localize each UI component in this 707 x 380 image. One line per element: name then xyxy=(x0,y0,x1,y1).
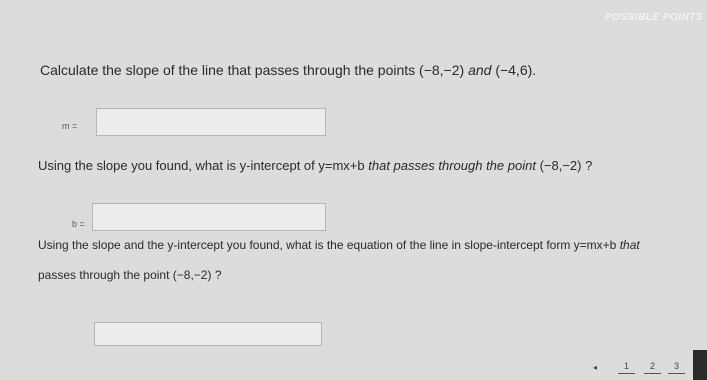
equation-answer-input[interactable] xyxy=(94,322,322,346)
question-2-end: ? xyxy=(585,158,593,173)
intercept-answer-label: b = xyxy=(72,219,85,229)
question-2-prompt: Using the slope you found, what is y-intercept of xyxy=(38,158,315,173)
question-3-line-2: passes through the point xyxy=(38,268,170,282)
question-3-point: (−8,−2) xyxy=(172,268,212,282)
question-1-text xyxy=(40,62,536,78)
question-3-prompt-after: that xyxy=(619,238,640,252)
question-1-point-b: (−4,6) xyxy=(495,62,533,78)
previous-page-icon[interactable]: ◂ xyxy=(593,363,598,372)
slope-answer-input[interactable] xyxy=(96,108,326,136)
page-2-link[interactable]: 2 xyxy=(644,361,661,374)
question-3-equation: y=mx+b xyxy=(573,238,617,252)
question-3-prompt: Using the slope and the y-intercept you found, what is the equation of the line in slope-intercept form xyxy=(38,238,571,252)
question-1-prompt: Calculate the slope of the line that passes through the points xyxy=(40,62,416,78)
question-3-text-line-2 xyxy=(38,268,222,282)
slope-answer-label: m = xyxy=(62,121,78,131)
next-page-button[interactable] xyxy=(693,350,707,380)
page-3-link[interactable]: 3 xyxy=(668,361,685,374)
question-1-end: . xyxy=(532,62,537,78)
possible-points-label: POSSIBLE POINTS xyxy=(604,12,703,23)
question-3-end: ? xyxy=(214,268,222,282)
page-1-link[interactable]: 1 xyxy=(618,361,635,374)
question-2-prompt-after: that passes through the point xyxy=(368,158,536,173)
intercept-answer-input[interactable] xyxy=(92,203,326,231)
question-1-point-a: (−8,−2) xyxy=(419,62,465,78)
question-2-equation: y=mx+b xyxy=(318,158,365,173)
question-2-point: (−8,−2) xyxy=(539,158,582,173)
question-2-text xyxy=(38,158,592,173)
question-3-text xyxy=(38,238,640,252)
question-1-and: and xyxy=(468,62,492,78)
